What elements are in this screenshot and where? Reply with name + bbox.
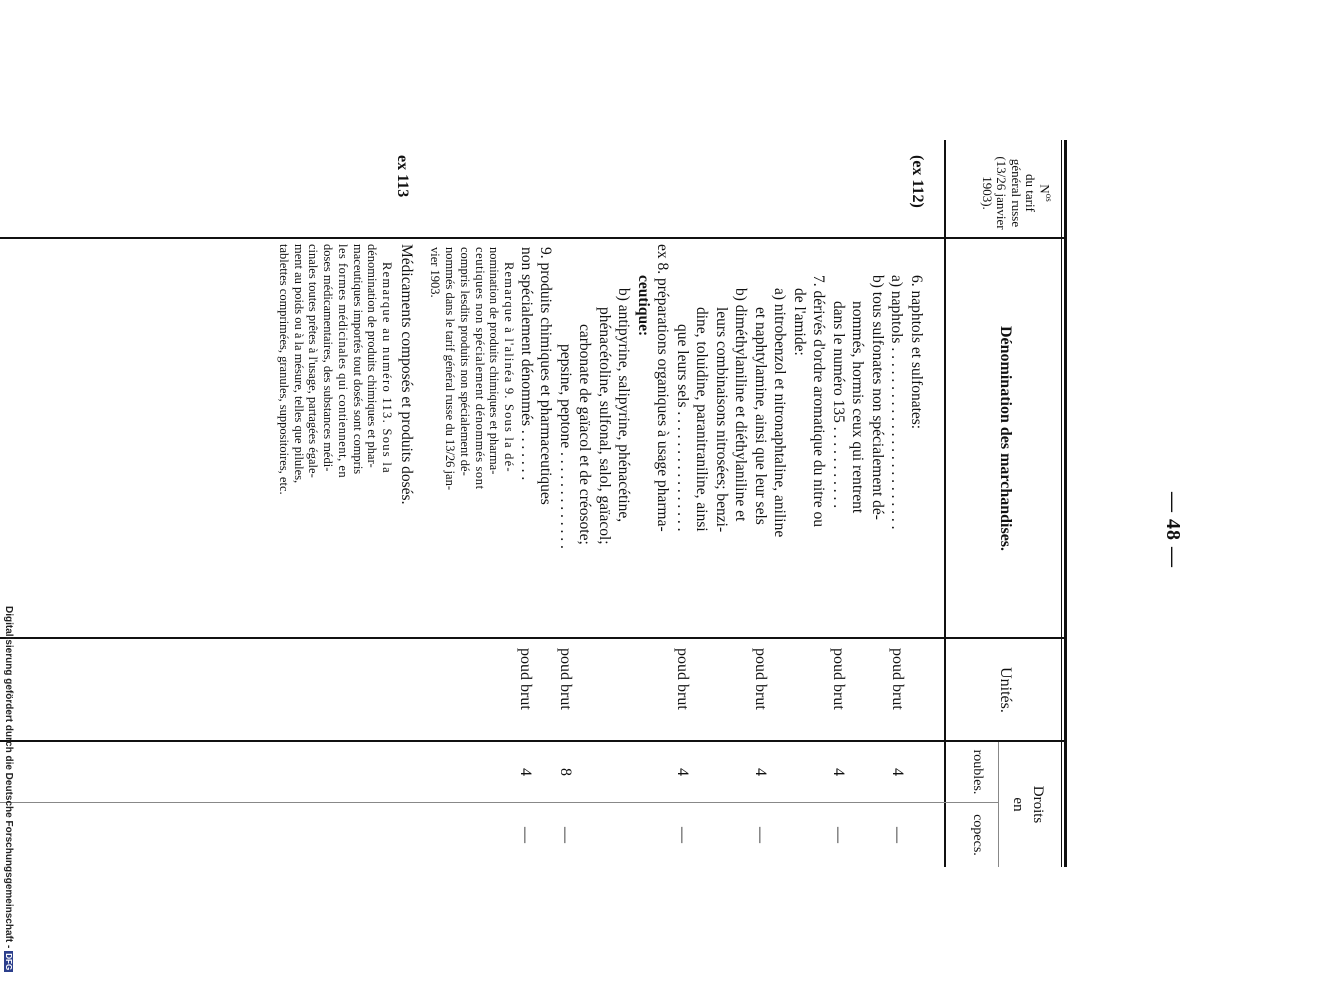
header-tariff-line5: 1903). [979, 176, 995, 210]
tariff-ex113: ex 113 [394, 155, 411, 198]
header-tariff-line3: général russe [1008, 158, 1024, 228]
unit-7a: poud brut [752, 648, 769, 710]
column-rule-roubles [0, 802, 998, 803]
entry-7a-2: et naphtylamine, ainsi que leur sels [752, 307, 769, 525]
digitization-credit-text: Digitalisierung gefördert durch die Deutsche Forschungsgemeinschaft - [3, 606, 14, 949]
unit-9: poud brut [517, 648, 534, 710]
entry-7-cont: de l'amide: [791, 288, 808, 356]
entry-6b-3: dans le numéro 135 . . . . . . . . . . . [830, 301, 847, 509]
column-rule-designation [0, 637, 1066, 639]
entry-6b-2: nommés, hormis ceux qui rentrent [849, 301, 867, 514]
remark-113-line6: cinales toutes prêtes à l'usage, partagées égale- [306, 244, 321, 478]
remark-113-line4: les formes médicinales qui contiennent, en [335, 244, 350, 479]
roubles-8: 8 [557, 768, 574, 776]
entry-8b-4: pepsine, peptone . . . . . . . . . . . . . [557, 344, 574, 549]
unit-7b: poud brut [674, 648, 691, 710]
header-tariff-os: os [1044, 193, 1054, 202]
entry-7b-4: que leurs sels . . . . . . . . . . . . . . . . [674, 324, 691, 532]
dfg-logo: DFG [4, 953, 13, 971]
header-duties: Droits [1030, 785, 1046, 824]
entry-7b-2: leurs combinaisons nitrosées; benzi- [713, 307, 730, 533]
tariff-ex112: (ex 112) [909, 155, 926, 208]
unit-6a: poud brut [889, 648, 906, 710]
remark-9-line1: Remarque à l'alinéa 9. Sous la dé- [502, 262, 516, 473]
roubles-6b: 4 [830, 768, 847, 776]
copecs-6b: — [830, 827, 847, 843]
entry-8b-3: carbonate de gaïacol et de créosote; [576, 324, 594, 545]
remark-113-line8: tablettes comprimées, granules, suppositoires, etc. [277, 244, 292, 495]
table-top-rule [1064, 140, 1067, 867]
header-roubles: roubles. [970, 749, 985, 795]
roubles-7b: 4 [674, 768, 691, 776]
header-tariff-line2: du tarif [1023, 174, 1039, 212]
header-tariff-line4: (13/26 janvier [994, 156, 1010, 230]
entry-9-cont: non spécialement dénommés . . . . . . . [518, 247, 535, 481]
page-number: — 48 — [1162, 492, 1184, 568]
remark-9-line3: ceutiques non spécialement dénommés sont [472, 247, 487, 490]
remark-9-line6: vier 1903. [428, 247, 443, 298]
roubles-7a: 4 [752, 768, 769, 776]
unit-6b: poud brut [830, 648, 847, 710]
remark-113-line3: maceutiques importés tout dosés sont compris [350, 244, 365, 475]
entry-7b-1: b) diméthylaniline et diéthylaniline et [732, 288, 750, 522]
copecs-8: — [557, 827, 574, 843]
entry-7b-3: dine, toluidine, paranitraniline, ainsi [693, 307, 711, 532]
header-units: Unités. [997, 667, 1014, 713]
header-tariff-n: N [1037, 184, 1053, 194]
entry-6a: a) naphtols . . . . . . . . . . . . . . . . . . . . . . . . [888, 275, 906, 530]
entry-8b-1: b) antipyrine, salipyrine, phénacétine, [615, 288, 633, 523]
copecs-6a: — [889, 827, 906, 843]
header-tariff-column [979, 150, 1056, 236]
entry-8b-2: phénacétoline, sulfonal, salol, gaïacol; [596, 307, 613, 545]
remark-113-line2: dénomination de produits chimiques et phar- [365, 244, 380, 468]
remark-113-line1: Remarque au numéro 113. Sous la [380, 262, 394, 475]
table-top-rule-thin [1061, 140, 1062, 867]
remark-113-line7: ment au poids ou à la mésure, telles que pilules, [291, 244, 306, 484]
entry-7a-1: a) nitrobenzol et nitronaphtaline, aniline [771, 288, 789, 538]
column-rule-tariff [0, 237, 1066, 239]
remark-9-line4: compris lesdits produits non spécialement dé- [457, 247, 472, 476]
entry-8-cont: ceutique: [635, 275, 652, 337]
header-copecs: copecs. [970, 814, 985, 856]
header-designation: Dénomination des marchandises. [997, 325, 1014, 552]
remark-9-line5: nommés dans le tarif général russe du 13/26 jan- [443, 247, 458, 490]
entry-6: 6. naphtols et sulfonates: [908, 275, 925, 430]
entry-7: 7. dérivés d'ordre aromatique du nitre ou [810, 275, 828, 528]
roubles-9: 4 [517, 768, 534, 776]
duties-subheader-rule [998, 742, 999, 867]
copecs-9: — [517, 827, 534, 843]
digitization-credit [3, 606, 14, 972]
entry-8: ex 8. préparations organiques à usage pharma- [654, 244, 672, 532]
remark-9-line2: nomination de produits chimiques et pharma- [487, 247, 502, 475]
remark-113-line5: doses médicamentaires, des substances médi- [321, 244, 336, 472]
roubles-6a: 4 [889, 768, 906, 776]
unit-8: poud brut [557, 648, 574, 710]
copecs-7a: — [752, 827, 769, 843]
entry-6b-1: b) tous sulfonates non spécialement dé- [869, 275, 886, 520]
entry-9: 9. produits chimiques et pharmaceutiques [537, 247, 555, 505]
entry-113-title: Médicaments composés et produits dosés. [398, 244, 415, 505]
header-duties-en: en [1010, 797, 1026, 812]
copecs-7b: — [674, 827, 691, 843]
header-bottom-rule [944, 140, 946, 867]
